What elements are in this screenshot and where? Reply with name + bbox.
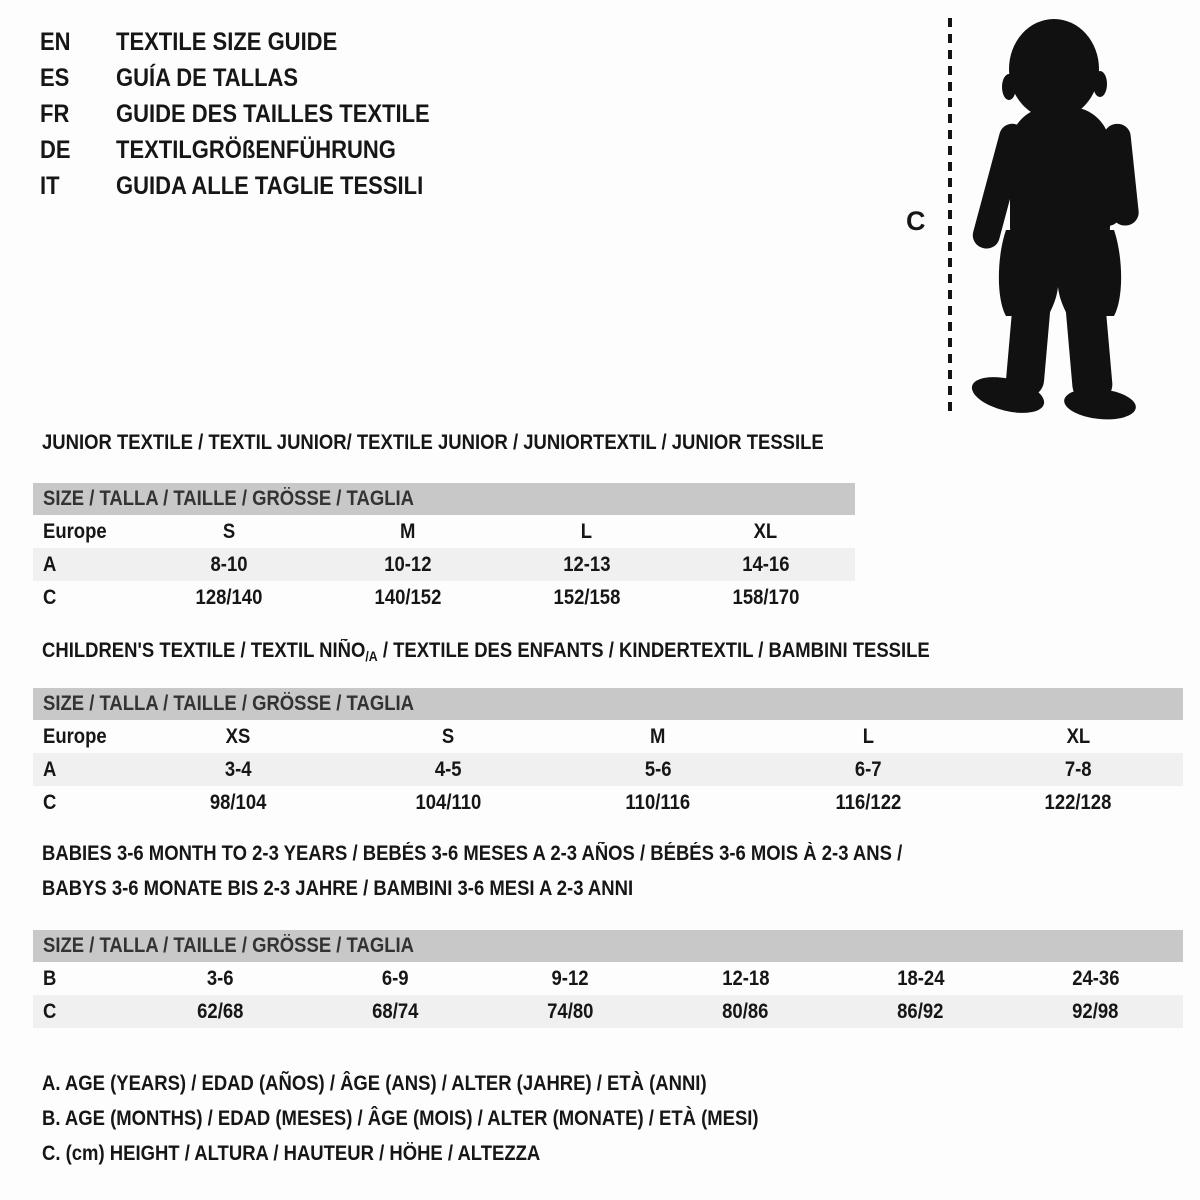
- size-cell: L: [581, 520, 593, 543]
- table-row: [33, 786, 1183, 819]
- height-cell: 80/86: [722, 1000, 769, 1023]
- height-cell: 74/80: [547, 1000, 594, 1023]
- height-cell: 92/98: [1072, 1000, 1119, 1023]
- guide-title: GUIDA ALLE TAGLIE TESSILI: [116, 172, 424, 200]
- list-item: [40, 24, 473, 60]
- height-cell: 116/122: [835, 791, 901, 814]
- babies-section-title-line2: BABYS 3-6 MONATE BIS 2-3 JAHRE / BAMBINI 3-6 MESI A 2-3 ANNI: [42, 877, 634, 900]
- row-label: Europe: [43, 520, 107, 543]
- height-cell: 128/140: [195, 586, 263, 609]
- age-cell: 18-24: [896, 967, 945, 990]
- row-label: C: [43, 586, 57, 609]
- age-cell: 7-8: [1064, 758, 1092, 781]
- junior-section-title: JUNIOR TEXTILE / TEXTIL JUNIOR/ TEXTILE JUNIOR / JUNIORTEXTIL / JUNIOR TESSILE: [42, 431, 824, 454]
- size-table-header: SIZE / TALLA / TAILLE / GRÖSSE / TAGLIA: [33, 483, 855, 515]
- size-cell: M: [650, 725, 666, 748]
- table-row: [33, 515, 855, 548]
- row-label: A: [43, 758, 57, 781]
- list-item: [40, 132, 473, 168]
- baby-silhouette-icon: [956, 12, 1141, 422]
- language-code: FR: [40, 100, 70, 128]
- height-cell: 98/104: [209, 791, 267, 814]
- language-title-list: [40, 24, 473, 204]
- guide-title: TEXTILGRÖßENFÜHRUNG: [116, 136, 396, 164]
- list-item: [40, 60, 473, 96]
- list-item: [40, 168, 473, 204]
- table-row: [33, 548, 855, 581]
- size-cell: L: [862, 725, 874, 748]
- height-cell: 122/128: [1044, 791, 1112, 814]
- size-table-header: SIZE / TALLA / TAILLE / GRÖSSE / TAGLIA: [33, 930, 1183, 962]
- row-label: Europe: [43, 725, 107, 748]
- height-cell: 140/152: [374, 586, 442, 609]
- height-cell: 152/158: [553, 586, 621, 609]
- list-item: [40, 96, 473, 132]
- age-cell: 4-5: [434, 758, 462, 781]
- height-cell: 110/116: [625, 791, 691, 814]
- age-cell: 12-18: [721, 967, 770, 990]
- table-row: [33, 753, 1183, 786]
- language-code: EN: [40, 28, 71, 56]
- babies-size-table: [33, 930, 1183, 1028]
- age-cell: 9-12: [552, 967, 589, 990]
- legend-line-a: A. AGE (YEARS) / EDAD (AÑOS) / ÂGE (ANS) / ALTER (JAHRE) / ETÀ (ANNI): [42, 1072, 707, 1095]
- size-cell: XL: [1066, 725, 1090, 748]
- height-cell: 158/170: [732, 586, 800, 609]
- age-cell: 12-13: [563, 553, 611, 576]
- age-cell: 5-6: [644, 758, 672, 781]
- row-label: C: [43, 1000, 57, 1023]
- age-cell: 14-16: [741, 553, 790, 576]
- height-dashed-line: [948, 18, 952, 416]
- guide-title: GUIDE DES TAILLES TEXTILE: [116, 100, 430, 128]
- legend-line-b: B. AGE (MONTHS) / EDAD (MESES) / ÂGE (MOIS) / ALTER (MONATE) / ETÀ (MESI): [42, 1107, 759, 1130]
- table-row: [33, 720, 1183, 753]
- measurement-legend: [42, 1066, 856, 1171]
- nino-a-subscript: /A: [365, 648, 378, 664]
- language-code: DE: [40, 136, 71, 164]
- age-cell: 3-4: [224, 758, 252, 781]
- table-row: [33, 581, 855, 614]
- table-row: [33, 995, 1183, 1028]
- height-cell: 68/74: [372, 1000, 419, 1023]
- table-row: [33, 962, 1183, 995]
- size-cell: S: [223, 520, 236, 543]
- children-size-table: [33, 688, 1183, 819]
- children-section-title: CHILDREN'S TEXTILE / TEXTIL $NIÑO_{/A}$ / TEXTILE DES ENFANTS / KINDERTEXTIL / BAMBINI TESSILE: [42, 639, 930, 664]
- age-cell: 6-7: [854, 758, 882, 781]
- size-cell: S: [441, 725, 455, 748]
- height-measure-label: C: [906, 206, 926, 236]
- height-cell: 62/68: [197, 1000, 244, 1023]
- junior-size-table: [33, 483, 855, 614]
- language-code: ES: [40, 64, 70, 92]
- legend-line-c: C. (cm) HEIGHT / ALTURA / HAUTEUR / HÖHE / ALTEZZA: [42, 1142, 541, 1165]
- babies-section-title-line1: BABIES 3-6 MONTH TO 2-3 YEARS / BEBÉS 3-6 MESES A 2-3 AÑOS / BÉBÉS 3-6 MOIS À 2-3 ANS /: [42, 842, 903, 865]
- size-cell: M: [400, 520, 416, 543]
- size-table-header: SIZE / TALLA / TAILLE / GRÖSSE / TAGLIA: [33, 688, 1183, 720]
- height-cell: 86/92: [897, 1000, 944, 1023]
- age-cell: 24-36: [1071, 967, 1120, 990]
- guide-title: TEXTILE SIZE GUIDE: [116, 28, 338, 56]
- age-cell: 10-12: [384, 553, 432, 576]
- size-cell: XL: [753, 520, 778, 543]
- size-cell: XS: [225, 725, 251, 748]
- row-label: C: [43, 791, 57, 814]
- age-cell: 8-10: [210, 553, 248, 576]
- height-cell: 104/110: [415, 791, 481, 814]
- guide-title: GUÍA DE TALLAS: [116, 64, 299, 92]
- language-code: IT: [40, 172, 60, 200]
- row-label: A: [43, 553, 57, 576]
- row-label: B: [43, 967, 57, 990]
- age-cell: 3-6: [207, 967, 234, 990]
- age-cell: 6-9: [382, 967, 409, 990]
